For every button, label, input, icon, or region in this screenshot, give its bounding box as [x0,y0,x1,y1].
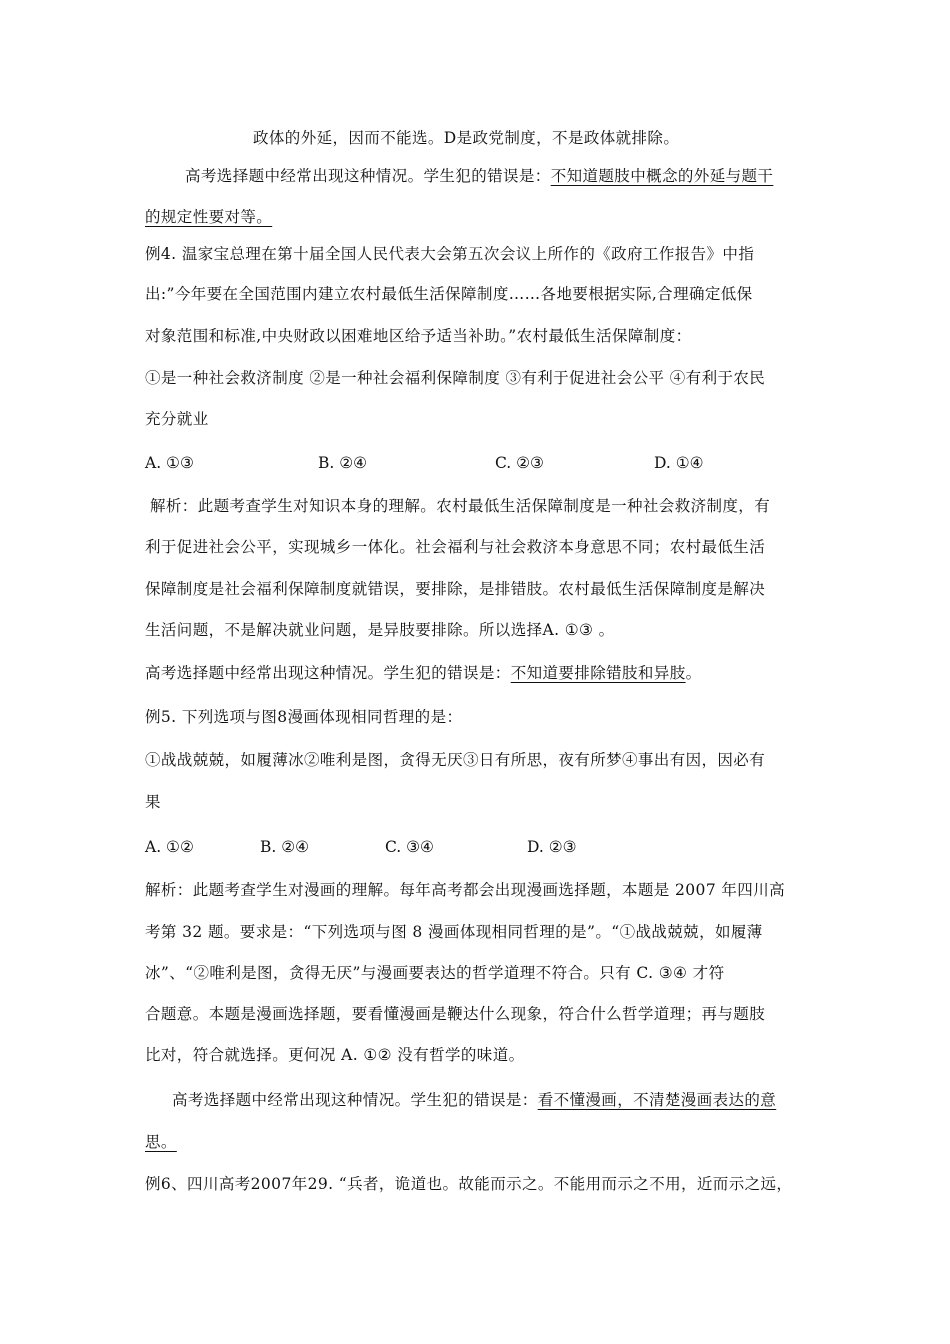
text-line [185,166,850,186]
text-line: ①是一种社会救济制度 ②是一种社会福利保障制度 ③有利于促进社会公平 ④有利于农民 [145,369,766,387]
option-b: B. ②④ [260,838,310,856]
text-line: 充分就业 [145,410,209,428]
option-c: C. ②③ [495,454,544,472]
text-line [145,1132,810,1152]
option-c: C. ③④ [385,838,434,856]
text-line: 利于促进社会公平，实现城乡一体化。社会福利与社会救济本身意思不同；农村最低生活 [145,538,766,556]
text-line [145,207,810,227]
option-d: D. ①④ [654,454,704,472]
question-title: 例4. 温家宝总理在第十届全国人民代表大会第五次会议上所作的《政府工作报告》中指 [145,245,755,263]
underlined-text: 的规定性要对等。 [145,208,273,226]
text-line: 考第 32 题。要求是：“下列选项与图 8 漫画体现相同哲理的是”。“①战战兢兢，如履薄 [145,923,763,941]
question-title: 例6、四川高考2007年29. “兵者，诡道也。故能而示之。不能用而示之不用，近而示之远， [145,1175,793,1193]
text-line [172,1090,837,1110]
option-a: A. ①② [145,838,194,856]
text-line: ①战战兢兢，如履薄冰②唯利是图，贪得无厌③日有所思，夜有所梦④事出有因，因必有 [145,751,766,769]
text-span: 高考选择题中经常出现这种情况。学生犯的错误是： [145,664,511,682]
text-line: 解析：此题考查学生对知识本身的理解。农村最低生活保障制度是一种社会救济制度，有 [150,497,771,515]
text-line: 政体的外延，因而不能选。D是政党制度，不是政体就排除。 [253,129,680,147]
underlined-text: 不知道要排除错肢和异肢 [510,664,686,682]
text-line [145,663,810,683]
underlined-text: 不知道题肢中概念的外延与题干 [550,167,774,185]
question-title: 例5. 下列选项与图8漫画体现相同哲理的是： [145,708,463,726]
text-line: 保障制度是社会福利保障制度就错误，要排除，是排错肢。农村最低生活保障制度是解决 [145,580,766,598]
text-line: 对象范围和标准,中央财政以困难地区给予适当补助。”农村最低生活保障制度： [145,327,692,345]
text-line: 冰”、“②唯利是图，贪得无厌”与漫画要表达的哲学道理不符合。只有 C. ③④ 才符 [145,964,725,982]
option-b: B. ②④ [318,454,368,472]
text-line: 出:”今年要在全国范围内建立农村最低生活保障制度……各地要根据实际,合理确定低保 [145,285,753,303]
text-line: 生活问题，不是解决就业问题，是异肢要排除。所以选择A. ①③ 。 [145,621,615,639]
text-span: 。 [685,664,702,682]
text-span: 高考选择题中经常出现这种情况。学生犯的错误是： [172,1091,538,1109]
text-line: 合题意。本题是漫画选择题，要看懂漫画是鞭达什么现象，符合什么哲学道理；再与题肢 [145,1005,766,1023]
option-a: A. ①③ [145,454,194,472]
text-line: 果 [145,793,161,811]
text-line: 比对，符合就选择。更何况 A. ①② 没有哲学的味道。 [145,1046,525,1064]
text-line: 解析：此题考查学生对漫画的理解。每年高考都会出现漫画选择题，本题是 2007 年四川高 [145,881,786,899]
option-d: D. ②③ [527,838,577,856]
underlined-text: 看不懂漫画，不清楚漫画表达的意 [537,1091,777,1109]
text-span: 高考选择题中经常出现这种情况。学生犯的错误是： [185,167,551,185]
underlined-text: 思。 [145,1133,177,1151]
